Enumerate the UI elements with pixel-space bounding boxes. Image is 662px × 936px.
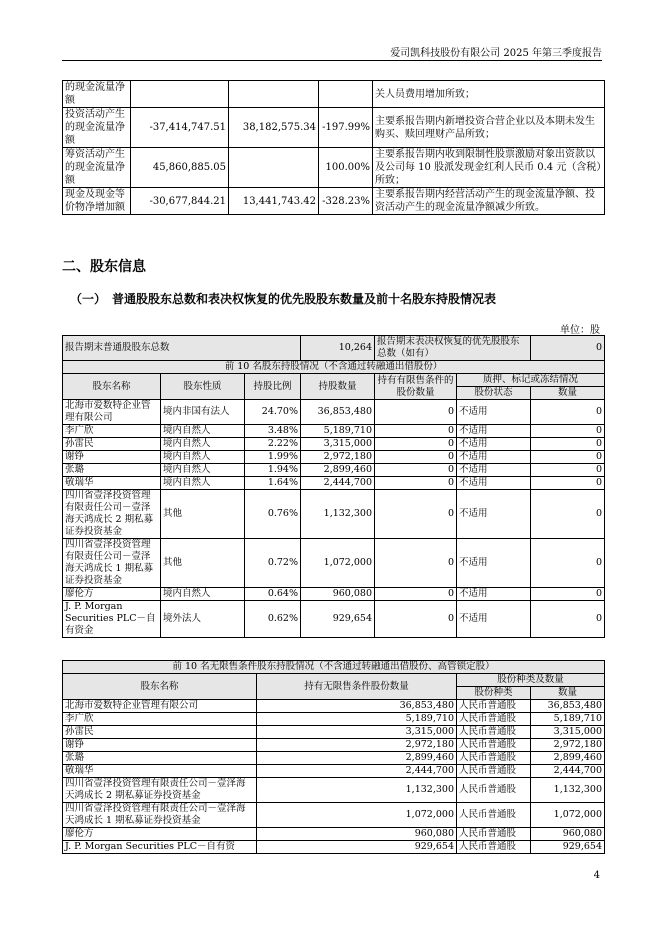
top10-title: 前 10 名股东持股情况（不含通过转融通出借股份） bbox=[63, 361, 605, 374]
holder-nature: 境内自然人 bbox=[161, 451, 245, 464]
holder-name: 敬瑞华 bbox=[63, 477, 161, 490]
cashflow-change: 100.00% bbox=[319, 148, 373, 188]
unlimited-name: 廖伦方 bbox=[63, 828, 257, 841]
col-header-ratio: 持股比例 bbox=[245, 374, 301, 400]
holder-row bbox=[63, 464, 605, 477]
ul-col-header-kind-group: 股份种类及数量 bbox=[457, 674, 605, 687]
unlimited-amount: 929,654 bbox=[531, 841, 605, 854]
holder-qty: 5,189,710 bbox=[301, 425, 375, 438]
unlimited-amount: 960,080 bbox=[531, 828, 605, 841]
unlimited-name: 北海市爱数特企业管理有限公司 bbox=[63, 700, 257, 713]
col-header-name: 股东名称 bbox=[63, 374, 161, 400]
unlimited-amount: 2,444,700 bbox=[531, 765, 605, 778]
holder-restricted: 0 bbox=[375, 464, 457, 477]
cashflow-body bbox=[63, 81, 605, 215]
unlimited-body bbox=[63, 700, 605, 854]
unlimited-qty: 3,315,000 bbox=[257, 726, 457, 739]
holder-restricted: 0 bbox=[375, 490, 457, 539]
header-divider bbox=[62, 60, 602, 61]
holder-name: 四川省壹泽投资管理有限责任公司－壹泽海天鸿成长 1 期私募证券投资基金 bbox=[63, 539, 161, 588]
unlimited-name: 张璐 bbox=[63, 752, 257, 765]
unlimited-amount: 1,072,000 bbox=[531, 803, 605, 828]
page-number: 4 bbox=[593, 870, 600, 881]
holder-row bbox=[63, 588, 605, 601]
unlimited-name: 四川省壹泽投资管理有限责任公司－壹泽海天鸿成长 2 期私募证券投资基金 bbox=[63, 778, 257, 803]
holder-name: 廖伦方 bbox=[63, 588, 161, 601]
holder-nature: 其他 bbox=[161, 490, 245, 539]
holder-nature: 其他 bbox=[161, 539, 245, 588]
holder-amount: 0 bbox=[531, 601, 605, 638]
holder-status: 不适用 bbox=[457, 464, 531, 477]
unlimited-qty: 1,072,000 bbox=[257, 803, 457, 828]
col-header-amount: 数量 bbox=[531, 387, 605, 400]
unlimited-qty: 960,080 bbox=[257, 828, 457, 841]
holder-amount: 0 bbox=[531, 588, 605, 601]
holder-nature: 境内自然人 bbox=[161, 425, 245, 438]
unlimited-qty: 2,444,700 bbox=[257, 765, 457, 778]
holder-ratio: 0.76% bbox=[245, 490, 301, 539]
col-header-restricted: 持有有限售条件的股份数量 bbox=[375, 374, 457, 400]
holder-row bbox=[63, 601, 605, 638]
top10-holders-table bbox=[62, 335, 605, 638]
section-subtitle: （一） 普通股股东总数和表决权恢复的优先股股东数量及前十名股东持股情况表 bbox=[70, 292, 497, 306]
unlimited-title: 前 10 名无限售条件股东持股情况（不含通过转融通出借股份、高管锁定股） bbox=[63, 661, 605, 674]
holder-restricted: 0 bbox=[375, 539, 457, 588]
holder-ratio: 0.64% bbox=[245, 588, 301, 601]
holder-status: 不适用 bbox=[457, 539, 531, 588]
cashflow-change: -328.23% bbox=[319, 188, 373, 215]
col-header-status: 股份状态 bbox=[457, 387, 531, 400]
holder-nature: 境内自然人 bbox=[161, 464, 245, 477]
holder-ratio: 3.48% bbox=[245, 425, 301, 438]
unlimited-name: 四川省壹泽投资管理有限责任公司－壹泽海天鸿成长 1 期私募证券投资基金 bbox=[63, 803, 257, 828]
unlimited-kind: 人民币普通股 bbox=[457, 778, 531, 803]
unlimited-name: J. P. Morgan Securities PLC－自有资 bbox=[63, 841, 257, 854]
unlimited-row bbox=[63, 700, 605, 713]
holder-row bbox=[63, 490, 605, 539]
holder-row bbox=[63, 438, 605, 451]
unlimited-qty: 36,853,480 bbox=[257, 700, 457, 713]
holder-qty: 3,315,000 bbox=[301, 438, 375, 451]
holder-qty: 929,654 bbox=[301, 601, 375, 638]
ul-col-header-name: 股东名称 bbox=[63, 674, 257, 700]
holder-status: 不适用 bbox=[457, 601, 531, 638]
holder-nature: 境外法人 bbox=[161, 601, 245, 638]
cashflow-current bbox=[131, 81, 229, 108]
holder-status: 不适用 bbox=[457, 438, 531, 451]
ul-col-header-qty: 持有无限售条件股份数量 bbox=[257, 674, 457, 700]
cashflow-item: 投资活动产生的现金流量净额 bbox=[63, 108, 131, 148]
top10-title-row bbox=[63, 361, 605, 374]
unlimited-row bbox=[63, 739, 605, 752]
holder-name: 谢铮 bbox=[63, 451, 161, 464]
holder-row bbox=[63, 400, 605, 425]
unlimited-kind: 人民币普通股 bbox=[457, 841, 531, 854]
holder-ratio: 1.64% bbox=[245, 477, 301, 490]
unlimited-title-row bbox=[63, 661, 605, 674]
holder-restricted: 0 bbox=[375, 438, 457, 451]
holder-nature: 境内自然人 bbox=[161, 477, 245, 490]
unlimited-name: 李广欣 bbox=[63, 713, 257, 726]
holder-status: 不适用 bbox=[457, 451, 531, 464]
unlimited-header-row bbox=[63, 674, 605, 687]
holder-status: 不适用 bbox=[457, 400, 531, 425]
unlimited-qty: 5,189,710 bbox=[257, 713, 457, 726]
holder-status: 不适用 bbox=[457, 588, 531, 601]
holder-amount: 0 bbox=[531, 438, 605, 451]
cashflow-prior bbox=[229, 81, 319, 108]
holder-name: 孙雷民 bbox=[63, 438, 161, 451]
holder-qty: 1,072,000 bbox=[301, 539, 375, 588]
unlimited-kind: 人民币普通股 bbox=[457, 803, 531, 828]
unlimited-row bbox=[63, 752, 605, 765]
holder-row bbox=[63, 425, 605, 438]
unlimited-kind: 人民币普通股 bbox=[457, 739, 531, 752]
holder-row bbox=[63, 451, 605, 464]
unlimited-kind: 人民币普通股 bbox=[457, 713, 531, 726]
holder-status: 不适用 bbox=[457, 425, 531, 438]
cashflow-current: -30,677,844.21 bbox=[131, 188, 229, 215]
unlimited-qty: 1,132,300 bbox=[257, 778, 457, 803]
unlimited-qty: 2,972,180 bbox=[257, 739, 457, 752]
holder-qty: 2,444,700 bbox=[301, 477, 375, 490]
ul-col-header-amount: 数量 bbox=[531, 687, 605, 700]
unlimited-name: 孙雷民 bbox=[63, 726, 257, 739]
holder-nature: 境内自然人 bbox=[161, 588, 245, 601]
holder-qty: 2,972,180 bbox=[301, 451, 375, 464]
holder-amount: 0 bbox=[531, 425, 605, 438]
total-holders-value: 10,264 bbox=[301, 336, 375, 361]
holder-name: 北海市爱数特企业管理有限公司 bbox=[63, 400, 161, 425]
holder-name: 四川省壹泽投资管理有限责任公司－壹泽海天鸿成长 2 期私募证券投资基金 bbox=[63, 490, 161, 539]
cashflow-row bbox=[63, 81, 605, 108]
cashflow-reason: 关人员费用增加所致； bbox=[373, 81, 605, 108]
holder-row bbox=[63, 539, 605, 588]
holder-row bbox=[63, 477, 605, 490]
cashflow-row bbox=[63, 148, 605, 188]
unlimited-row bbox=[63, 841, 605, 854]
holder-nature: 境内自然人 bbox=[161, 438, 245, 451]
holder-name: 李广欣 bbox=[63, 425, 161, 438]
unlimited-qty: 2,899,460 bbox=[257, 752, 457, 765]
unlimited-row bbox=[63, 778, 605, 803]
col-header-qty: 持股数量 bbox=[301, 374, 375, 400]
holder-amount: 0 bbox=[531, 400, 605, 425]
holder-nature: 境内非国有法人 bbox=[161, 400, 245, 425]
holder-qty: 960,080 bbox=[301, 588, 375, 601]
holder-ratio: 0.72% bbox=[245, 539, 301, 588]
cashflow-reason: 主要系报告期内新增投资合营企业以及本期未发生购买、赎回理财产品所致； bbox=[373, 108, 605, 148]
cashflow-row bbox=[63, 188, 605, 215]
unlimited-name: 敬瑞华 bbox=[63, 765, 257, 778]
cashflow-item: 现金及现金等价物净增加额 bbox=[63, 188, 131, 215]
cashflow-change bbox=[319, 81, 373, 108]
cashflow-reason: 主要系报告期内收到限制性股票激励对象出资款以及公司每 10 股派发现金红利人民币 0.4 元（含税）所致； bbox=[373, 148, 605, 188]
unlimited-name: 谢铮 bbox=[63, 739, 257, 752]
holder-restricted: 0 bbox=[375, 451, 457, 464]
unlimited-amount: 36,853,480 bbox=[531, 700, 605, 713]
holders-header-row bbox=[63, 374, 605, 387]
unlimited-kind: 人民币普通股 bbox=[457, 828, 531, 841]
cashflow-current: 45,860,885.05 bbox=[131, 148, 229, 188]
holder-restricted: 0 bbox=[375, 400, 457, 425]
unlimited-row bbox=[63, 803, 605, 828]
holder-restricted: 0 bbox=[375, 588, 457, 601]
holder-status: 不适用 bbox=[457, 477, 531, 490]
unlimited-amount: 5,189,710 bbox=[531, 713, 605, 726]
holder-qty: 1,132,300 bbox=[301, 490, 375, 539]
pref-holders-value: 0 bbox=[531, 336, 605, 361]
holder-name: 张璐 bbox=[63, 464, 161, 477]
holder-ratio: 2.22% bbox=[245, 438, 301, 451]
unlimited-qty: 929,654 bbox=[257, 841, 457, 854]
holder-amount: 0 bbox=[531, 451, 605, 464]
unlimited-amount: 1,132,300 bbox=[531, 778, 605, 803]
pref-holders-label: 报告期末表决权恢复的优先股股东总数（如有） bbox=[375, 336, 531, 361]
holder-restricted: 0 bbox=[375, 425, 457, 438]
holder-amount: 0 bbox=[531, 539, 605, 588]
holders-summary-row bbox=[63, 336, 605, 361]
holder-restricted: 0 bbox=[375, 477, 457, 490]
total-holders-label: 报告期末普通股股东总数 bbox=[63, 336, 301, 361]
unlimited-row bbox=[63, 713, 605, 726]
cashflow-current: -37,414,747.51 bbox=[131, 108, 229, 148]
top10-unlimited-table bbox=[62, 660, 605, 854]
cashflow-prior: 38,182,575.34 bbox=[229, 108, 319, 148]
cashflow-prior bbox=[229, 148, 319, 188]
holder-amount: 0 bbox=[531, 477, 605, 490]
unit-label: 单位：股 bbox=[560, 325, 600, 336]
holder-ratio: 24.70% bbox=[245, 400, 301, 425]
holder-status: 不适用 bbox=[457, 490, 531, 539]
holders-body bbox=[63, 400, 605, 638]
unlimited-kind: 人民币普通股 bbox=[457, 752, 531, 765]
cashflow-table bbox=[62, 80, 605, 215]
col-header-nature: 股东性质 bbox=[161, 374, 245, 400]
holder-ratio: 1.94% bbox=[245, 464, 301, 477]
cashflow-reason: 主要系报告期内经营活动产生的现金流量净额、投资活动产生的现金流量净额减少所致。 bbox=[373, 188, 605, 215]
unlimited-kind: 人民币普通股 bbox=[457, 765, 531, 778]
cashflow-row bbox=[63, 108, 605, 148]
holder-restricted: 0 bbox=[375, 601, 457, 638]
col-header-pledge: 质押、标记或冻结情况 bbox=[457, 374, 605, 387]
unlimited-kind: 人民币普通股 bbox=[457, 700, 531, 713]
unlimited-amount: 2,899,460 bbox=[531, 752, 605, 765]
holder-amount: 0 bbox=[531, 490, 605, 539]
unlimited-row bbox=[63, 726, 605, 739]
unlimited-amount: 2,972,180 bbox=[531, 739, 605, 752]
ul-col-header-kind: 股份种类 bbox=[457, 687, 531, 700]
section-title: 二、股东信息 bbox=[62, 259, 146, 275]
unlimited-row bbox=[63, 765, 605, 778]
holder-qty: 36,853,480 bbox=[301, 400, 375, 425]
cashflow-prior: 13,441,743.42 bbox=[229, 188, 319, 215]
holder-amount: 0 bbox=[531, 464, 605, 477]
holder-name: J. P. Morgan Securities PLC－自有资金 bbox=[63, 601, 161, 638]
cashflow-change: -197.99% bbox=[319, 108, 373, 148]
cashflow-item: 的现金流量净额 bbox=[63, 81, 131, 108]
unlimited-amount: 3,315,000 bbox=[531, 726, 605, 739]
holder-ratio: 1.99% bbox=[245, 451, 301, 464]
unlimited-kind: 人民币普通股 bbox=[457, 726, 531, 739]
unlimited-row bbox=[63, 828, 605, 841]
cashflow-item: 筹资活动产生的现金流量净额 bbox=[63, 148, 131, 188]
holder-ratio: 0.62% bbox=[245, 601, 301, 638]
report-header: 爱司凯科技股份有限公司 2025 年第三季度报告 bbox=[390, 48, 602, 59]
holder-qty: 2,899,460 bbox=[301, 464, 375, 477]
